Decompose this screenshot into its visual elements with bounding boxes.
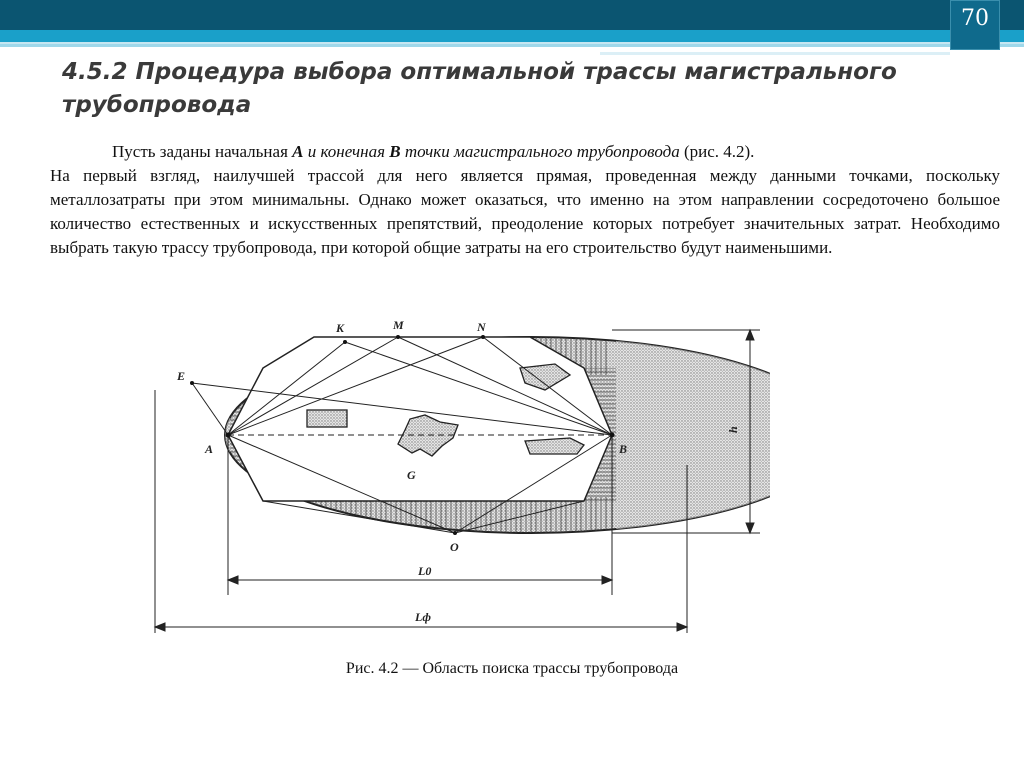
label-l0: L0 xyxy=(418,564,432,578)
header-stripe xyxy=(0,30,1024,42)
route-e-a xyxy=(192,383,228,435)
label-e: E xyxy=(177,369,186,383)
route-search-figure xyxy=(150,315,770,640)
header-accent-line xyxy=(0,44,1024,47)
header-accent-line-short xyxy=(600,52,950,55)
label-n: N xyxy=(477,320,486,334)
h-arrow-top xyxy=(746,330,754,340)
slide-title: 4.5.2 Процедура выбора оптимальной трассы магистрального трубопровода xyxy=(62,59,897,118)
label-h: h xyxy=(726,426,740,433)
point-b-ref: В xyxy=(389,142,401,161)
l0-arrow-right xyxy=(602,576,612,584)
figure-caption: Рис. 4.2 — Область поиска трассы трубопровода xyxy=(345,660,679,677)
label-a: A xyxy=(205,442,214,456)
point-a-ref: А xyxy=(292,142,304,161)
lf-arrow-left xyxy=(155,623,165,631)
l0-arrow-left xyxy=(228,576,238,584)
figure-ref: (рис. 4.2). xyxy=(679,142,755,161)
paragraph-2: На первый взгляд, наилучшей трассой для него является прямая, проведенная между данными точками, поскольку металлозатраты при этом минимальны. Однако может оказаться, что именно на этом направлении сосредоточено большое количество естественных и искусственных препятствий, преодоление которых потребует значительных затрат. Необходимо выбрать такую трассу трубопровода, при которой общие затраты на его строительство будут наименьшими. xyxy=(50,166,1000,257)
lf-arrow-right xyxy=(677,623,687,631)
body-text xyxy=(50,140,1000,260)
label-o: O xyxy=(450,540,459,554)
label-k: K xyxy=(336,321,345,335)
obstacle-right xyxy=(525,438,584,454)
label-lf: Lф xyxy=(415,610,431,624)
obstacle-left xyxy=(307,410,347,427)
paragraph-1-mid: и конечная xyxy=(303,142,390,161)
label-b: B xyxy=(619,442,628,456)
slide-number: 70 xyxy=(961,6,989,31)
paragraph-1-start: Пусть заданы начальная xyxy=(112,142,293,161)
header-band xyxy=(0,0,1024,30)
label-g: G xyxy=(407,468,416,482)
paragraph-1-tail: точки магистрального трубопровода xyxy=(400,142,680,161)
hatched-band-bottom xyxy=(230,497,610,542)
h-arrow-bottom xyxy=(746,523,754,533)
label-m: M xyxy=(393,318,404,332)
